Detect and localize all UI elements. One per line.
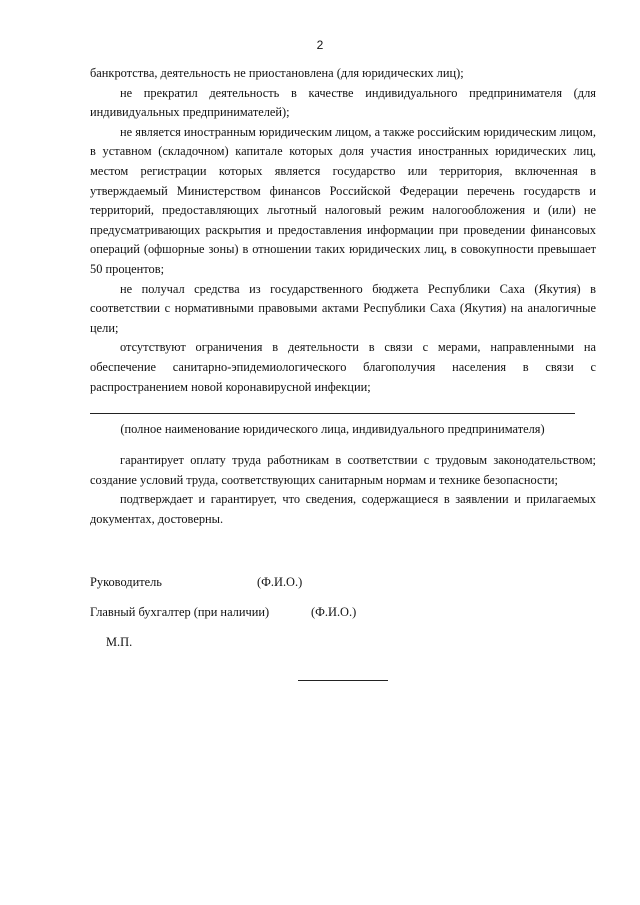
entity-name-line	[90, 413, 575, 414]
accountant-label: Главный бухгалтер (при наличии)	[90, 605, 270, 619]
document-body	[90, 64, 596, 397]
head-name-placeholder: (Ф.И.О.)	[257, 575, 303, 589]
paragraph-confirms-accuracy: подтверждает и гарантирует, что сведения, содержащиеся в заявлении и прилагаемых документах, достоверны.	[90, 492, 596, 526]
stamp-placeholder: М.П.	[106, 635, 133, 649]
end-rule	[298, 680, 388, 681]
guarantees-block	[90, 451, 596, 529]
entity-name-caption: (полное наименование юридического лица, индивидуального предпринимателя)	[120, 422, 545, 436]
paragraph-guarantees-wages: гарантирует оплату труда работникам в соответствии с трудовым законодательством; создание условий труда, соответствующих санитарным нормам и технике безопасности;	[90, 453, 596, 487]
head-label: Руководитель	[90, 575, 162, 589]
accountant-name-placeholder: (Ф.И.О.)	[311, 605, 357, 619]
paragraph-budget-funds: не получал средства из государственного бюджета Республики Саха (Якутия) в соответствии с нормативными правовыми актами Республики Саха (Якутия) на аналогичные цели;	[90, 281, 596, 335]
paragraph-foreign-entity: не является иностранным юридическим лицом, а также российским юридическим лицом, в уставном (складочном) капитале которых доля участия иностранных юридических лиц, местом регистрации которых является государство или территория, включенная в утверждаемый Министерством финансов Российской Федерации перечень государств и территорий, предоставляющих льготный налоговый режим налогообложения и (или) не предусматривающих раскрытия и предоставления информации при проведении финансовых операций (офшорные зоны) в отношении таких юридических лиц, в совокупности превышает 50 процентов;	[90, 124, 596, 276]
paragraph-bankruptcy: банкротства, деятельность не приостановлена (для юридических лиц);	[90, 66, 464, 80]
paragraph-restrictions: отсутствуют ограничения в деятельности в связи с мерами, направленными на обеспечение санитарно-эпидемиологического благополучия населения в связи с распространением новой коронавирусной инфекции;	[90, 340, 596, 394]
page-number: 2	[316, 38, 324, 52]
paragraph-entrepreneur: не прекратил деятельность в качестве индивидуального предпринимателя (для индивидуальных предпринимателей);	[90, 85, 596, 120]
